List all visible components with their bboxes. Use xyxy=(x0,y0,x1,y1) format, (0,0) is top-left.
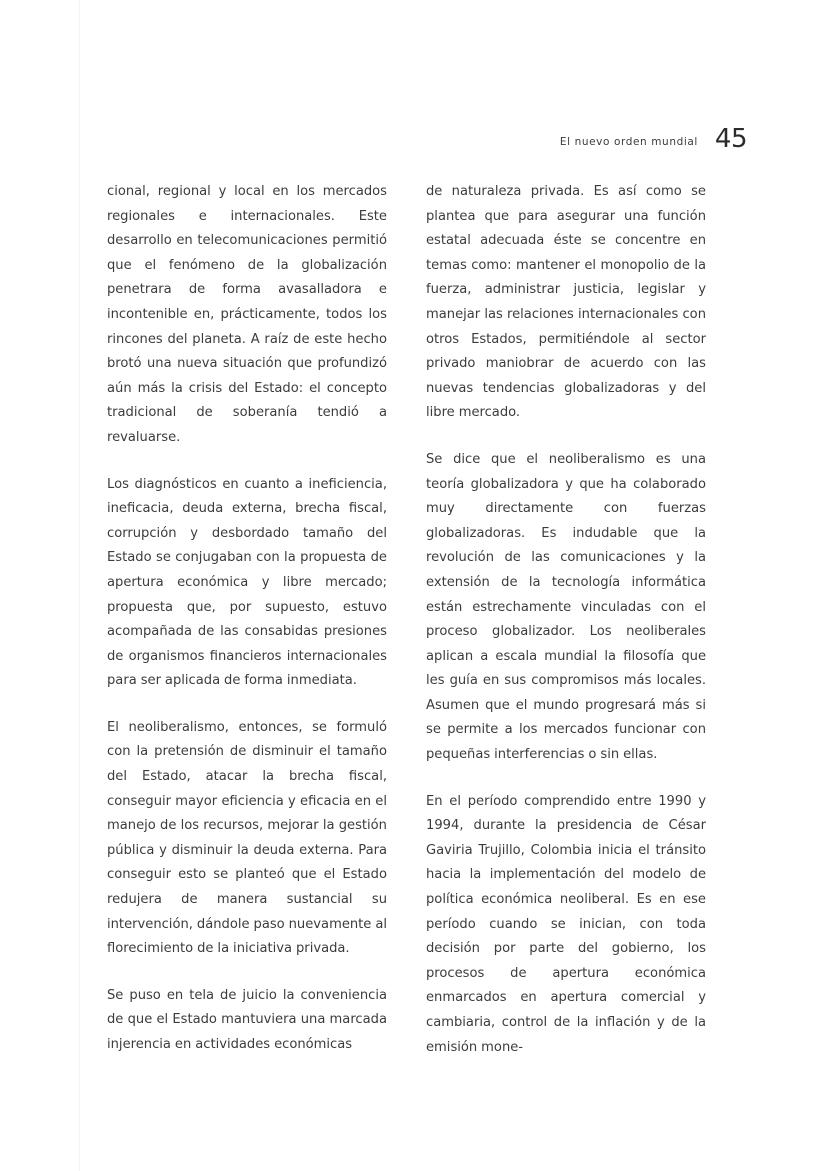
paragraph: Se dice que el neoliberalismo es una teoría globalizadora y que ha colaborado muy directamente con fuerzas globalizadoras. Es indudable que la revolución de las comunicaciones y la extensión de la tecnología informática están estrechamente vinculadas con el proceso globalizador. Los neoliberales aplican a escala mundial la filosofía que les guía en sus compromisos más locales. Asumen que el mundo progresará más si se permite a los mercados funcionar con pequeñas interferencias o sin ellas. xyxy=(426,451,706,763)
paragraph: Se puso en tela de juicio la conveniencia de que el Estado mantuviera una marcada injerencia en actividades económicas xyxy=(107,987,387,1052)
page-gutter-edge xyxy=(79,0,80,1171)
paragraph: En el período comprendido entre 1990 y 1994, durante la presidencia de César Gaviria Trujillo, Colombia inicia el tránsito hacia la implementación del modelo de política económica neoliberal. Es en ese período cuando se inician, con toda decisión por parte del gobierno, los procesos de apertura económica enmarcados en apertura comercial y cambiaria, control de la inflación y de la emisión mone- xyxy=(426,793,706,1055)
running-head-title: El nuevo orden mundial xyxy=(559,136,698,148)
page-number: 45 xyxy=(714,124,747,154)
paragraph: El neoliberalismo, entonces, se formuló con la pretensión de disminuir el tamaño del Estado, atacar la brecha fiscal, conseguir mayor eficiencia y eficacia en el manejo de los recursos, mejorar la gestión pública y disminuir la deuda externa. Para conseguir esto se planteó que el Estado redujera de manera sustancial su intervención, dándole paso nuevamente al florecimiento de la iniciativa privada. xyxy=(107,719,387,957)
right-column xyxy=(426,180,706,1060)
paragraph: Los diagnósticos en cuanto a ineficiencia, ineficacia, deuda externa, brecha fiscal, corrupción y desbordado tamaño del Estado se conjugaban con la propuesta de apertura económica y libre mercado; propuesta que, por supuesto, estuvo acompañada de las consabidas presiones de organismos financieros internacionales para ser aplicada de forma inmediata. xyxy=(107,476,387,689)
paragraph: cional, regional y local en los mercados regionales e internacionales. Este desarrollo en telecomunicaciones permitió que el fenómeno de la globalización penetrara de forma avasalladora e incontenible en, prácticamente, todos los rincones del planeta. A raíz de este hecho brotó una nueva situación que profundizó aún más la crisis del Estado: el concepto tradicional de soberanía tendió a revaluarse. xyxy=(107,184,387,445)
paragraph: de naturaleza privada. Es así como se plantea que para asegurar una función estatal adecuada éste se concentre en temas como: mantener el monopolio de la fuerza, administrar justicia, legislar y manejar las relaciones internacionales con otros Estados, permitiéndole al sector privado maniobrar de acuerdo con las nuevas tendencias globalizadoras y del libre mercado. xyxy=(426,184,706,421)
left-column xyxy=(107,180,387,1060)
two-column-body xyxy=(107,180,707,1060)
running-header xyxy=(107,124,747,154)
